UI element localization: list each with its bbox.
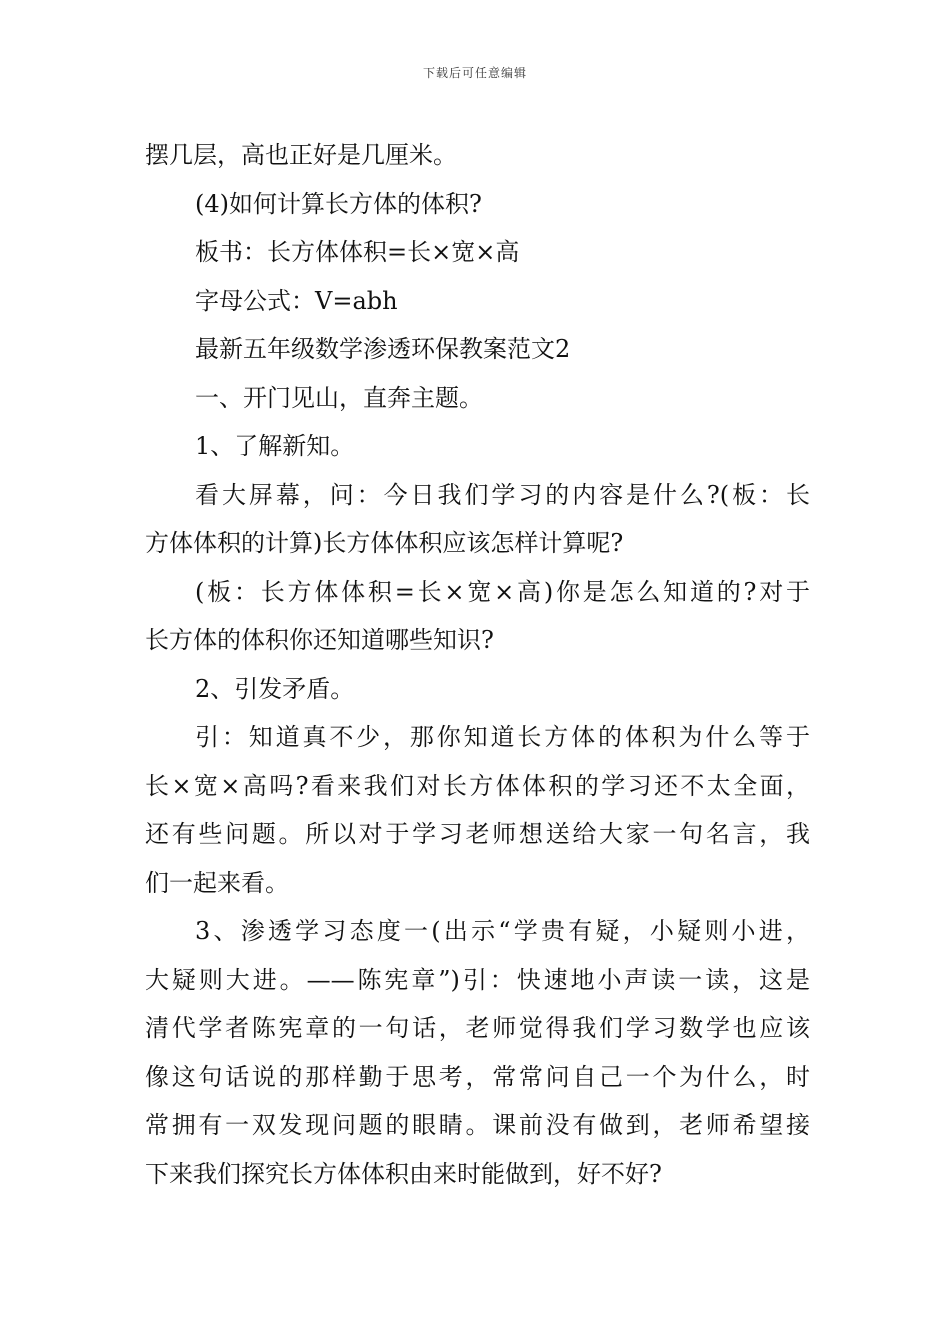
document-body bbox=[145, 131, 810, 1198]
sub-heading: 2、引发矛盾。 bbox=[195, 674, 355, 703]
text-line: 摆几层，高也正好是几厘米。 bbox=[145, 141, 457, 169]
board-note: 板书：长方体体积=长×宽×高 bbox=[195, 238, 520, 266]
paragraph-line: 引：知道真不少，那你知道长方体的体积为什么等于 bbox=[195, 723, 810, 751]
paragraph-line: 还有些问题。所以对于学习老师想送给大家一句名言，我 bbox=[145, 820, 810, 848]
formula-line: 字母公式：V=abh bbox=[195, 286, 398, 315]
paragraph-line: 常拥有一双发现问题的眼睛。课前没有做到，老师希望接 bbox=[145, 1111, 810, 1139]
paragraph-line: 像这句话说的那样勤于思考，常常问自己一个为什么，时 bbox=[145, 1062, 810, 1091]
paragraph-line: 下来我们探究长方体体积由来时能做到，好不好? bbox=[145, 1159, 662, 1188]
section-heading: 一、开门见山，直奔主题。 bbox=[195, 383, 483, 412]
paragraph-line: 3、渗透学习态度一(出示“学贵有疑，小疑则小进， bbox=[195, 917, 810, 945]
page-header: 下载后可任意编辑 bbox=[422, 66, 527, 80]
paragraph-line: (板：长方体体积=长×宽×高)你是怎么知道的?对于 bbox=[195, 577, 810, 606]
paragraph-line: 长×宽×高吗?看来我们对长方体体积的学习还不太全面， bbox=[145, 771, 810, 800]
sub-heading: 1、了解新知。 bbox=[195, 432, 355, 460]
section-title: 最新五年级数学渗透环保教案范文2 bbox=[195, 335, 571, 363]
paragraph-line: 看大屏幕，问：今日我们学习的内容是什么?(板：长 bbox=[195, 480, 810, 509]
paragraph-line: 方体体积的计算)长方体体积应该怎样计算呢? bbox=[145, 529, 624, 557]
question-heading: (4)如何计算长方体的体积? bbox=[195, 189, 482, 218]
paragraph-line: 大疑则大进。——陈宪章”)引：快速地小声读一读，这是 bbox=[145, 965, 810, 994]
paragraph-line: 们一起来看。 bbox=[145, 868, 289, 897]
paragraph-line: 长方体的体积你还知道哪些知识? bbox=[145, 626, 494, 654]
paragraph-line: 清代学者陈宪章的一句话，老师觉得我们学习数学也应该 bbox=[145, 1014, 810, 1042]
